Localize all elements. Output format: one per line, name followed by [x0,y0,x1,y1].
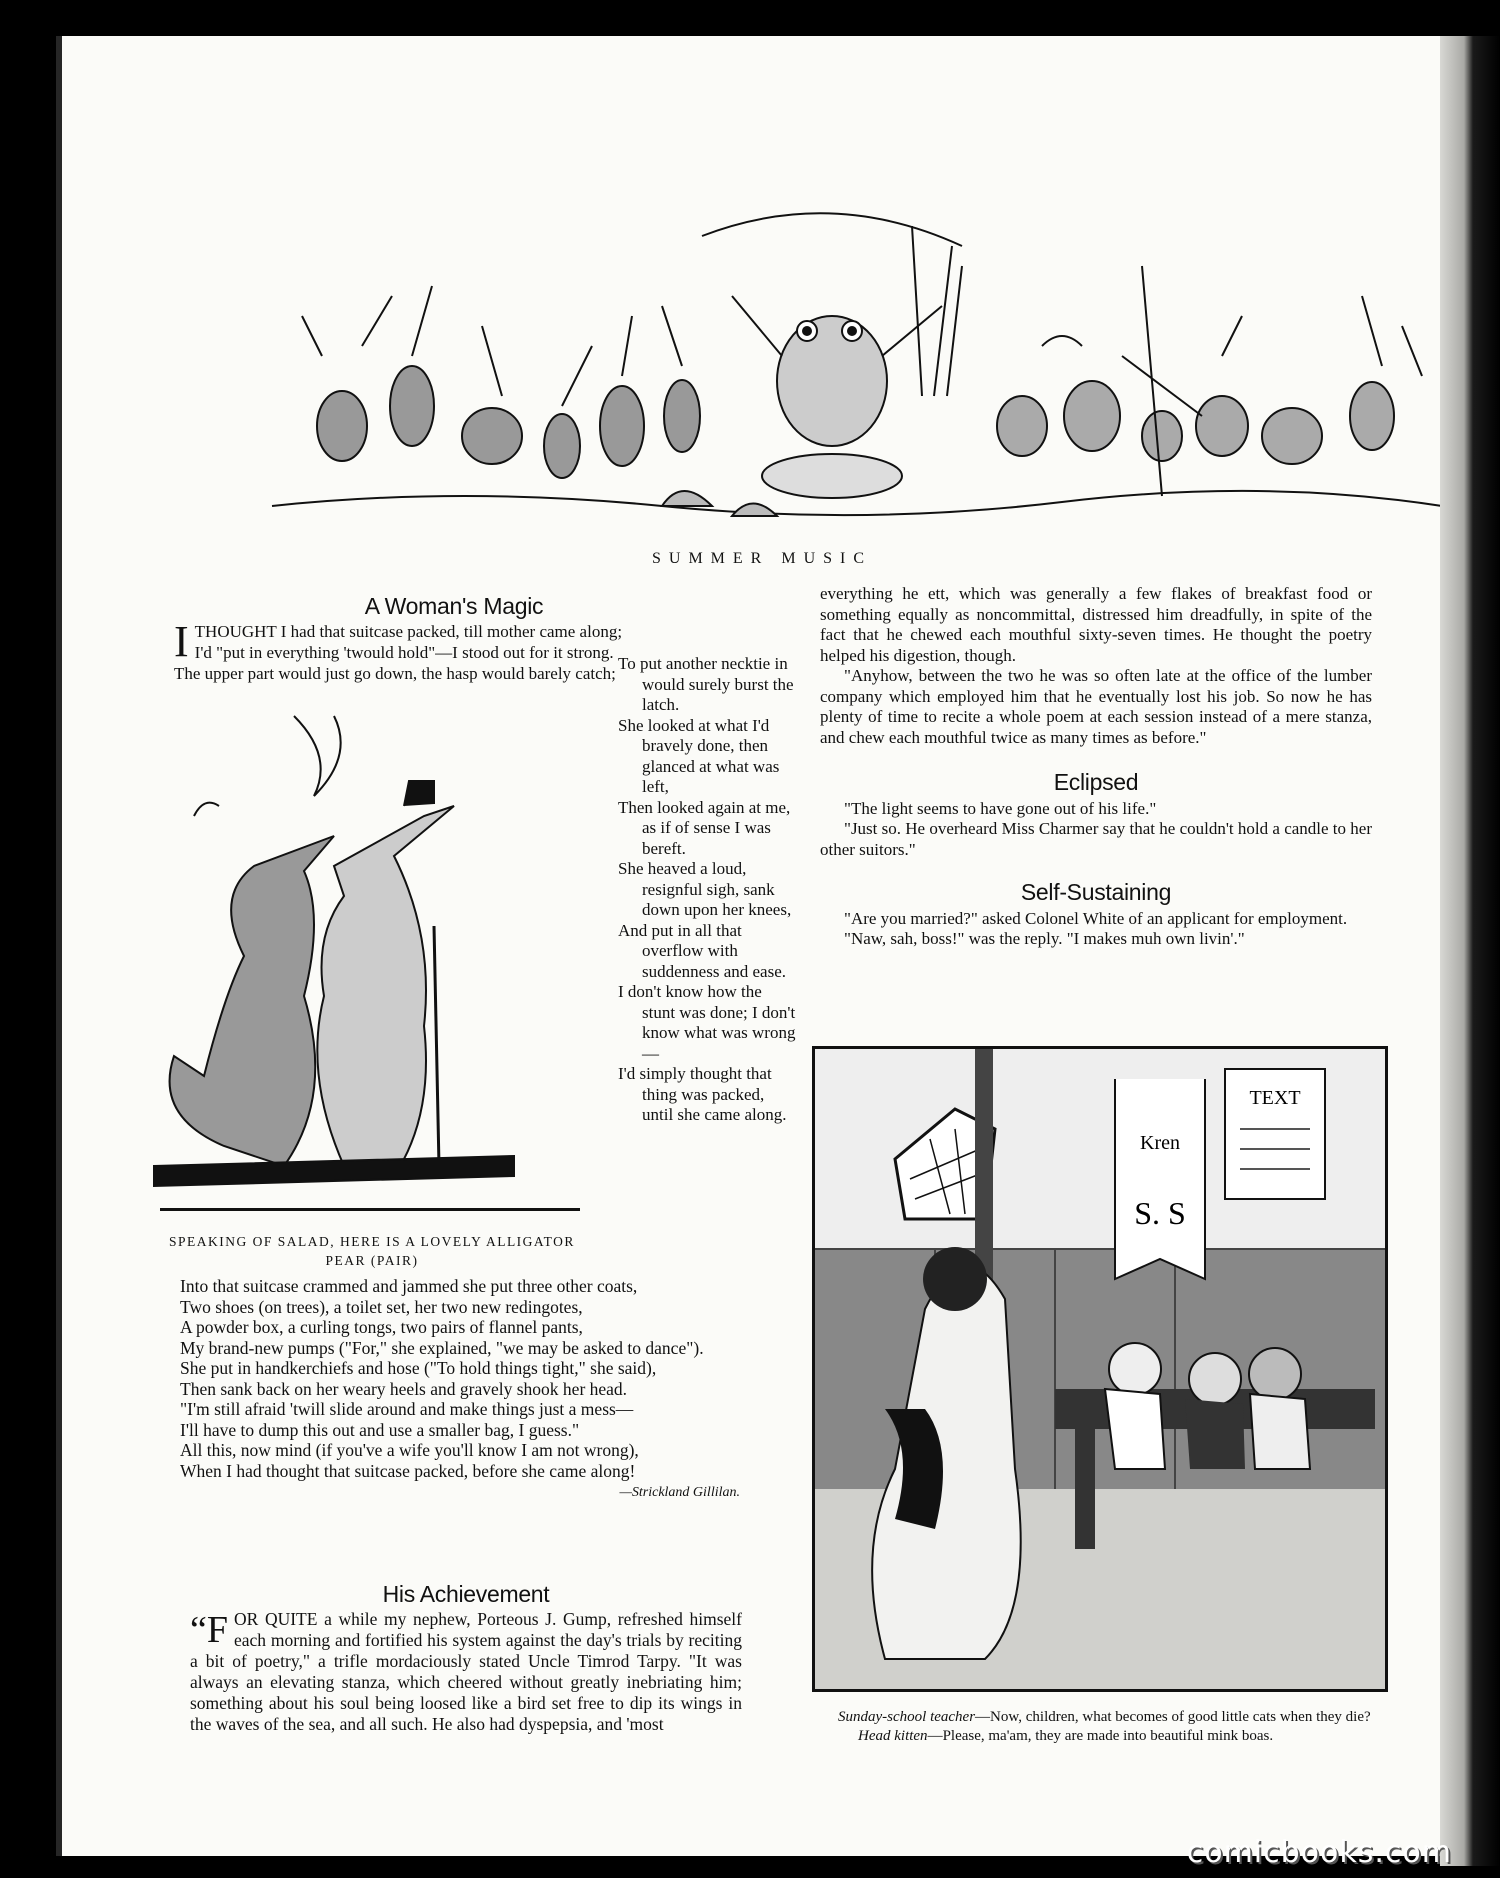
right-column [820,584,1372,950]
article-text: "Are you married?" asked Colonel White of an applicant for employment. [844,908,1348,928]
alligator-illustration [134,696,564,1206]
poem-line: I'd "put in everything 'twould hold"—I stood out for it strong. [194,643,614,662]
speaker-label: Sunday-school teacher [838,1709,976,1725]
article-text: "The light seems to have gone out of his life." [844,798,1157,818]
summer-music-illustration [262,206,1462,556]
book-spine-edge [1440,36,1500,1866]
poem-line: Into that suitcase crammed and jammed she put three other coats, [180,1276,638,1296]
poem-line: When I had thought that suitcase packed, before she came along! [180,1460,636,1481]
alligator-caption: SPEAKING OF SALAD, HERE IS A LOVELY ALLIGATOR PEAR (PAIR) [169,1234,575,1268]
poem-line: She put in handkerchiefs and hose ("To hold things tight," she said), [180,1358,657,1378]
article-text: OR QUITE a while my nephew, Porteous J. Gump, refreshed himself each morning and fortified his system against the day's trials by reciting a bit of poetry," a trifle mordaciously stated Uncle Timrod Tarpy. "It was always an elevating stanza, which cheered without greatly inebriating him; something about his soul being loosed like a bird set free to dip its wings in the waves of the sea, and all such. He also had dyspepsia, and 'most [190,1609,742,1734]
banner-word: Kren [1140,1132,1180,1154]
poem-stanza-two [180,1276,740,1504]
poem-line: She heaved a loud, resignful sigh, sank down upon her knees, [618,859,792,919]
poem-line: My brand-new pumps ("For," she explained, "we may be asked to dance"). [180,1337,704,1358]
drop-cap: “F [190,1609,228,1651]
poem-line: I'd simply thought that thing was packed, until she came along. [618,1064,787,1124]
poem-line: THOUGHT I had that suitcase packed, till mother came along; [194,622,623,641]
poem-line: "I'm still afraid 'twill slide around and make things just a mess— [180,1399,634,1419]
poem-line: I don't know how the stunt was done; I don't know what was wrong— [618,982,796,1063]
article-text: "Naw, sah, boss!" was the reply. "I makes muh own livin'." [844,929,1245,948]
magazine-page [62,36,1462,1856]
sign-text: TEXT [1249,1087,1301,1109]
article-text: "Anyhow, between the two he was so often late at the office of the lumber company which employed him that he eventually lost his job. So now he has plenty of time to recite a whole poem at each session instead of a mere stanza, and chew each mouthful twice as many times as before." [820,666,1372,747]
article-text: "Just so. He overheard Miss Charmer say that he couldn't hold a candle to her other suitors." [820,819,1372,859]
poem-line: A powder box, a curling tongs, two pairs of flannel pants, [180,1317,583,1337]
poem-line: I'll have to dump this out and use a smaller bag, I guess." [180,1419,580,1440]
article-text: everything he ett, which was generally a few flakes of breakfast food or something equally as noncommittal, distressed him dreadfully, in spite of the fact that he chewed each mouthful sixty-seven times. He thought the poetry helped his digestion, though. [820,584,1372,665]
poem-side-column [618,654,798,1126]
poem-line: Then sank back on her weary heels and gravely shook her head. [180,1378,628,1399]
poem-line: The upper part would just go down, the hasp would barely catch; [174,664,616,683]
speaker-label: Head kitten [858,1728,928,1744]
banner-caption: SUMMER MUSIC [651,550,873,567]
article-title: Eclipsed [1053,769,1139,795]
author-attribution: —Strickland Gillilan. [619,1485,740,1500]
caption-text: —Now, children, what becomes of good little cats when they die? [975,1709,1371,1725]
banner-letters: S. S [1134,1195,1186,1231]
poem-line: To put another necktie in would surely burst the latch. [618,654,794,714]
poem-line: And put in all that overflow with suddenness and ease. [618,920,786,981]
article-title: His Achievement [382,1581,550,1607]
site-watermark: comicbooks.com [1186,1835,1452,1870]
cartoon-caption [838,1708,1378,1746]
cartoon-drawing [815,1049,1385,1689]
poem-line: She looked at what I'd bravely done, then glanced at what was left, [618,715,780,796]
divider-rule [160,1208,580,1211]
caption-text: —Please, ma'am, they are made into beautiful mink boas. [927,1728,1274,1744]
article-title: A Woman's Magic [364,593,544,619]
poem-line: All this, now mind (if you've a wife you'll know I am not wrong), [180,1440,639,1460]
poem-line: Then looked again at me, as if of sense I was bereft. [618,797,791,858]
sunday-school-cartoon [812,1046,1388,1692]
achievement-article [190,1581,742,1735]
poem-line: Two shoes (on trees), a toilet set, her two new redingotes, [180,1296,583,1317]
drop-cap: I [174,617,189,666]
article-title: Self-Sustaining [1020,879,1172,905]
